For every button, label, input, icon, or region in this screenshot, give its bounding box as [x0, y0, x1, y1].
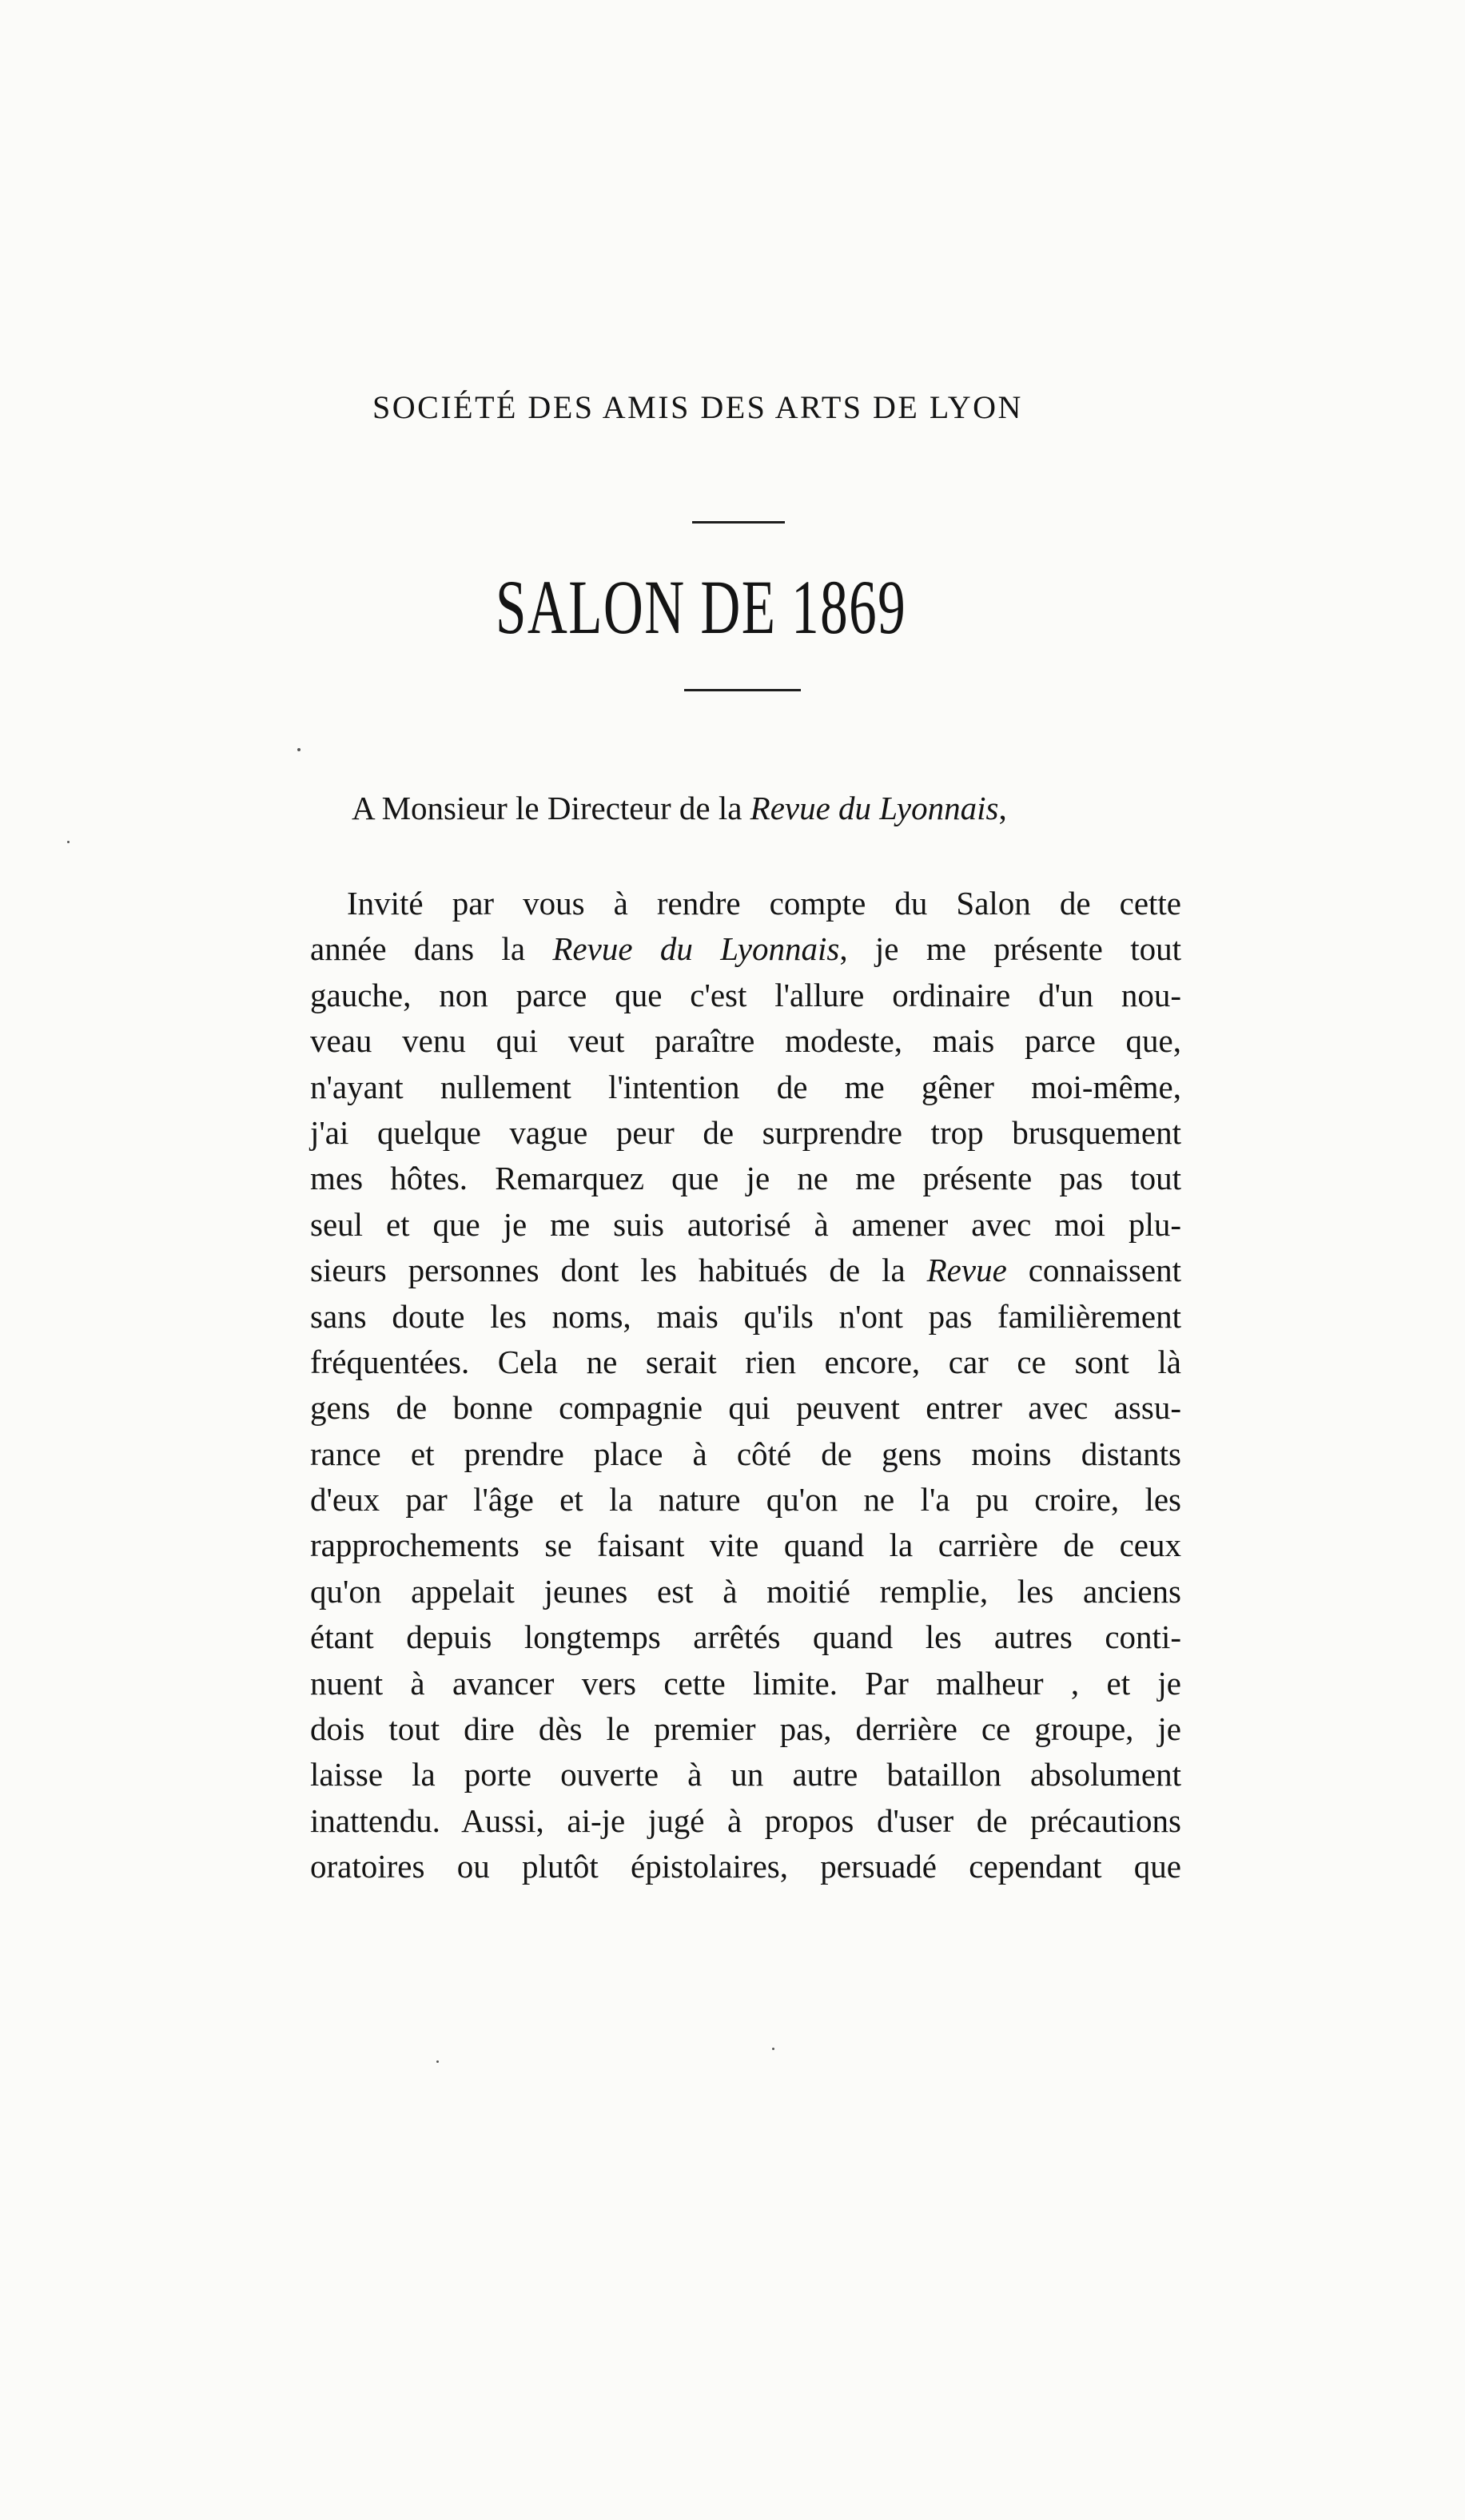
- text-line: [310, 926, 1181, 972]
- text-fragment: , je me présente tout: [839, 930, 1181, 968]
- salutation-journal: Revue du Lyonnais: [750, 790, 999, 826]
- paper-speck: [297, 748, 301, 751]
- society-heading: SOCIÉTÉ DES AMIS DES ARTS DE LYON: [372, 389, 1023, 425]
- title-rule-top: [692, 521, 785, 524]
- salutation: [352, 787, 1311, 829]
- text-line: étant depuis longtemps arrêtés quand les autres conti-: [310, 1618, 1181, 1656]
- text-line: fréquentées. Cela ne serait rien encore, car ce sont là: [310, 1343, 1181, 1380]
- text-fragment: connaissent: [1006, 1252, 1182, 1289]
- text-line: nuent à avancer vers cette limite. Par malheur , et je: [310, 1664, 1181, 1702]
- paper-speck: [772, 2048, 774, 2050]
- text-fragment: année dans la: [310, 930, 553, 968]
- text-line: rance et prendre place à côté de gens moins distants: [310, 1435, 1181, 1472]
- text-line: inattendu. Aussi, ai-je jugé à propos d'user de précautions: [310, 1801, 1181, 1839]
- page-title: SALON DE 1869: [496, 564, 907, 650]
- journal-name: Revue du Lyonnais: [552, 930, 840, 968]
- text-line: qu'on appelait jeunes est à moitié remplie, les anciens: [310, 1572, 1181, 1610]
- text-line: veau venu qui veut paraître modeste, mais parce que,: [310, 1022, 1181, 1060]
- body-paragraph: [310, 881, 1181, 1890]
- text-line: j'ai quelque vague peur de surprendre trop brusquement: [310, 1113, 1181, 1151]
- paper-speck: [67, 841, 70, 843]
- journal-name: Revue: [926, 1252, 1007, 1289]
- text-line: gens de bonne compagnie qui peuvent entrer avec assu-: [310, 1389, 1181, 1427]
- text-line: [310, 1248, 1181, 1293]
- salutation-prefix: A Monsieur le Directeur de la: [352, 790, 750, 826]
- text-line: Invité par vous à rendre compte du Salon de cette: [347, 885, 1181, 922]
- text-line: d'eux par l'âge et la nature qu'on ne l'a pu croire, les: [310, 1481, 1181, 1519]
- text-line: laisse la porte ouverte à un autre bataillon absolument: [310, 1756, 1181, 1793]
- text-line: dois tout dire dès le premier pas, derrière ce groupe, je: [310, 1710, 1181, 1748]
- salutation-suffix: ,: [998, 790, 1007, 826]
- title-rule-bottom: [684, 689, 801, 691]
- text-line: gauche, non parce que c'est l'allure ordinaire d'un nou-: [310, 976, 1181, 1013]
- text-line: mes hôtes. Remarquez que je ne me présente pas tout: [310, 1160, 1181, 1197]
- text-line: n'ayant nullement l'intention de me gêner moi-même,: [310, 1068, 1181, 1105]
- text-line: oratoires ou plutôt épistolaires, persuadé cependant que: [310, 1848, 1181, 1885]
- text-line: sans doute les noms, mais qu'ils n'ont pas familièrement: [310, 1297, 1181, 1335]
- text-line: seul et que je me suis autorisé à amener avec moi plu-: [310, 1205, 1181, 1243]
- paper-speck: [436, 2060, 439, 2063]
- text-line: rapprochements se faisant vite quand la carrière de ceux: [310, 1527, 1181, 1564]
- text-fragment: sieurs personnes dont les habitués de la: [310, 1252, 927, 1289]
